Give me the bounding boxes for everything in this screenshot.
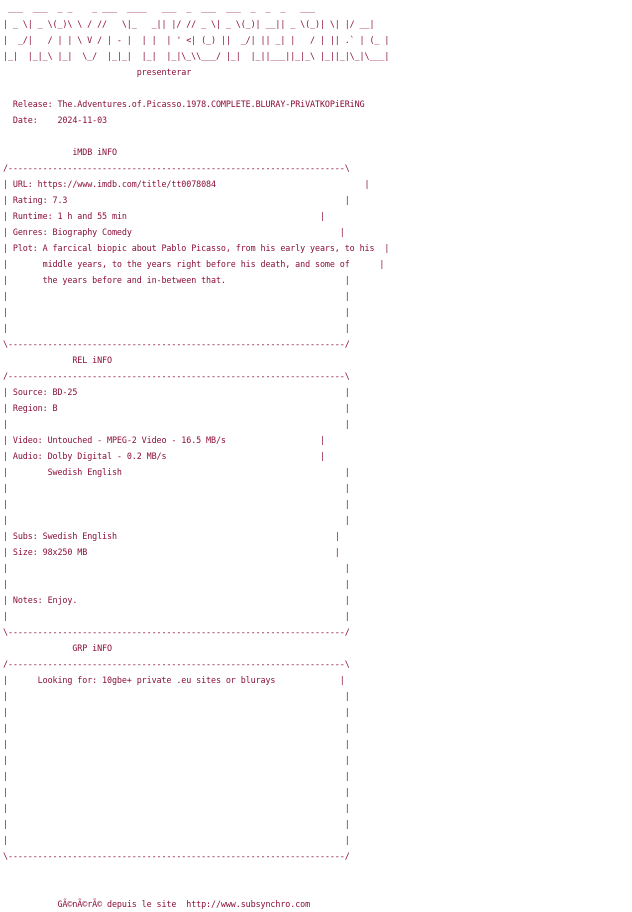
rel-section-title: REL iNFO: [72, 355, 112, 365]
footer-generated-by: GÃ©nÃ©rÃ© depuis le site http://www.subsynchro.com: [57, 899, 311, 909]
size-label: Size:: [12, 547, 38, 557]
runtime-value: 1 h and 55 min: [57, 211, 127, 221]
release-date: 2024-11-03: [57, 115, 108, 125]
nfo-document: ___ ___ _ _ _ ___ ____ ___ _ ___ ___ _ _ _ ___ | _ \| _ \(_)\ \ / // \|_ _|| |/ // _ \| _ \(_)| __|| _ \(_)| \| |/ __| | _/| / | | \ V / | - | | | | ' <| (_) || _/| || _| | / | || .` | (_ | |_| |_|_\ |_| \_/ |_|_| |_| |_|\_\\___/ |_| |_||___||_|_\ |_||_|\_|\___| presenterar Release: The.Adventures.of.Picasso.1978.COMPLETE.BLURAY-PRiVATKOPiERiNG Date: 2024-11-03 iMDB iNFO /--------------------------------------------------------------------\ | URL: https://www.imdb.com/title/tt0078084 | | Rating: 7.3 | | Runtime: 1 h and 55 min | | Genres: Biography Comedy | | Plot: A farcical biopic about Pablo Picasso, from his early years, to his | | middle years, to the years right before his death, and some of | | the years before and in-between that. | | | | | | | \--------------------------------------------------------------------/ REL iNFO /--------------------------------------------------------------------\ | Source: BD-25 | | Region: B | | | | Video: Untouched - MPEG-2 Video - 16.5 MB/s | | Audio: Dolby Digital - 0.2 MB/s | | Swedish English | | | | | | | | Subs: Swedish English | | Size: 98x250 MB | | | | | | Notes: Enjoy. | | | \--------------------------------------------------------------------/ GRP iNFO /--------------------------------------------------------------------\ | Looking for: 10gbe+ private .eu sites or blurays | | | | | | | | | | | | | | | | | | | | | \--------------------------------------------------------------------/ GÃ©nÃ©rÃ© depuis le site http://www.subsynchro.com: [3, 3, 390, 909]
release-label: Release:: [12, 99, 53, 109]
plot-label: Plot:: [12, 243, 38, 253]
source-value: BD-25: [52, 387, 78, 397]
looking-for-text: Looking for: 10gbe+ private .eu sites or blurays: [37, 675, 276, 685]
plot-line-3: the years before and in-between that.: [42, 275, 226, 285]
plot-line-1: A farcical biopic about Pablo Picasso, from his early years, to his: [42, 243, 375, 253]
audio-value: Dolby Digital - 0.2 MB/s: [47, 451, 167, 461]
size-value: 98x250 MB: [42, 547, 88, 557]
region-label: Region:: [12, 403, 48, 413]
audio-languages: Swedish English: [47, 467, 122, 477]
date-label: Date:: [12, 115, 38, 125]
imdb-url[interactable]: https://www.imdb.com/title/tt0078084: [37, 179, 216, 189]
banner-line-3: | _/| / | | \ V / | - | | | | ' <| (_) || _/| || _| | / | || .` | (_ |: [3, 35, 390, 45]
video-label: Video:: [12, 435, 43, 445]
imdb-section-title: iMDB iNFO: [72, 147, 117, 157]
grp-section-title: GRP iNFO: [72, 643, 112, 653]
region-value: B: [52, 403, 58, 413]
presents-text: presenterar: [136, 67, 192, 77]
notes-label: Notes:: [12, 595, 43, 605]
source-label: Source:: [12, 387, 48, 397]
subs-label: Subs:: [12, 531, 38, 541]
notes-value: Enjoy.: [47, 595, 78, 605]
banner-line-2: | _ \| _ \(_)\ \ / // \|_ _|| |/ // _ \| _ \(_)| __|| _ \(_)| \| |/ __|: [3, 19, 375, 29]
genres-label: Genres:: [12, 227, 48, 237]
runtime-label: Runtime:: [12, 211, 53, 221]
rating-value: 7.3: [52, 195, 68, 205]
imdb-url-label: URL:: [12, 179, 33, 189]
banner-line-4: |_| |_|_\ |_| \_/ |_|_| |_| |_|\_\\___/ |_| |_||___||_|_\ |_||_|\_|\___|: [3, 51, 390, 61]
video-value: Untouched - MPEG-2 Video - 16.5 MB/s: [47, 435, 226, 445]
plot-line-2: middle years, to the years right before his death, and some of: [42, 259, 350, 269]
banner-line-1: ___ ___ _ _ _ ___ ____ ___ _ ___ ___ _ _ _ ___: [3, 3, 315, 13]
genres-value: Biography Comedy: [52, 227, 132, 237]
audio-label: Audio:: [12, 451, 43, 461]
rating-label: Rating:: [12, 195, 48, 205]
subs-value: Swedish English: [42, 531, 117, 541]
release-name: The.Adventures.of.Picasso.1978.COMPLETE.BLURAY-PRiVATKOPiERiNG: [57, 99, 365, 109]
